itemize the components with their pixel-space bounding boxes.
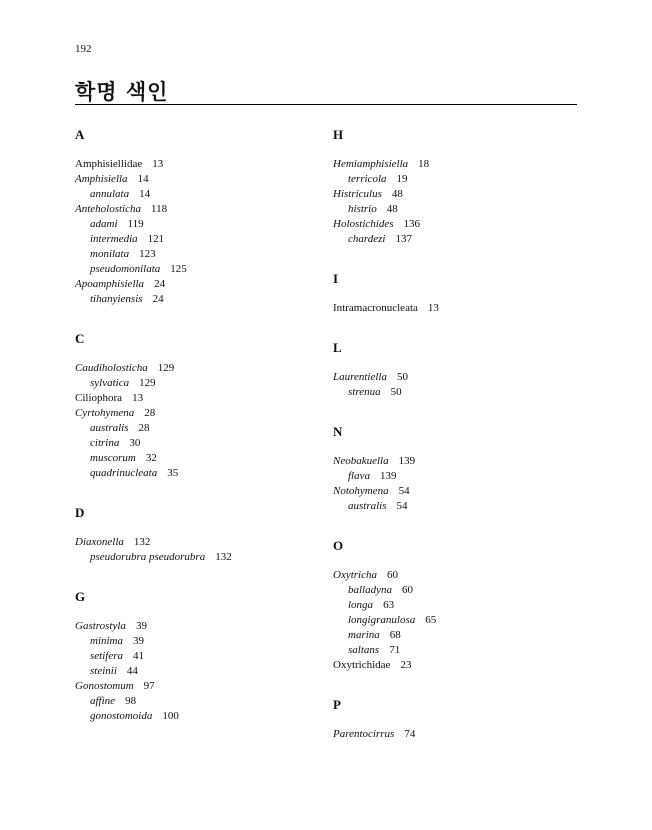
index-entry xyxy=(333,658,583,673)
entry-name: flava xyxy=(348,470,370,482)
entry-name: longa xyxy=(348,599,374,611)
entry-name: Ciliophora xyxy=(75,392,123,404)
index-subentry xyxy=(75,466,325,481)
entry-name: Holostichides xyxy=(333,218,394,230)
index-section-p xyxy=(333,697,583,742)
entry-page-number: 74 xyxy=(404,728,416,740)
entry-page-number: 60 xyxy=(386,569,398,581)
entry-page-number: 13 xyxy=(152,158,164,170)
entry-name: Parentocirrus xyxy=(333,728,395,740)
entry-page-number: 23 xyxy=(400,659,412,671)
index-subentry xyxy=(333,643,583,658)
entry-name: marina xyxy=(348,629,380,641)
entry-name: muscorum xyxy=(90,452,136,464)
entry-page-number: 121 xyxy=(147,233,165,245)
entry-page-number: 14 xyxy=(139,188,151,200)
section-letter: L xyxy=(333,340,342,355)
index-subentry xyxy=(333,172,583,187)
section-letter: I xyxy=(333,271,339,286)
page-number: 192 xyxy=(75,43,92,55)
entry-page-number: 97 xyxy=(143,680,155,692)
entry-name: pseudorubra pseudorubra xyxy=(90,551,206,563)
entry-name: australis xyxy=(348,500,387,512)
index-entry xyxy=(333,187,583,202)
entry-page-number: 32 xyxy=(145,452,157,464)
entry-page-number: 48 xyxy=(386,203,398,215)
entry-name: longigranulosa xyxy=(348,614,416,626)
section-letter: G xyxy=(75,589,86,604)
index-section-g xyxy=(75,589,325,724)
index-subentry xyxy=(75,262,325,277)
index-entry xyxy=(333,157,583,172)
section-letter: D xyxy=(75,505,85,520)
entry-name: strenua xyxy=(348,386,381,398)
entry-page-number: 54 xyxy=(398,485,410,497)
entry-name: Notohymena xyxy=(333,485,389,497)
entry-page-number: 136 xyxy=(403,218,420,230)
index-subentry xyxy=(333,628,583,643)
index-subentry xyxy=(75,232,325,247)
entry-name: Laurentiella xyxy=(333,371,387,383)
entry-name: histrio xyxy=(348,203,377,215)
entry-page-number: 129 xyxy=(157,362,175,374)
entry-name: Caudiholosticha xyxy=(75,362,148,374)
entry-name: chardezi xyxy=(348,233,386,245)
entry-page-number: 63 xyxy=(383,599,395,611)
index-entry xyxy=(75,202,325,217)
index-entry xyxy=(75,535,325,550)
index-subentry xyxy=(75,247,325,262)
entry-page-number: 28 xyxy=(138,422,150,434)
index-subentry xyxy=(333,583,583,598)
entry-name: Amphisiella xyxy=(75,173,128,185)
index-subentry xyxy=(75,436,325,451)
index-subentry xyxy=(75,187,325,202)
index-entry xyxy=(333,301,583,316)
index-subentry xyxy=(75,376,325,391)
entry-name: pseudomonilata xyxy=(90,263,161,275)
entry-name: Apoamphisiella xyxy=(75,278,145,290)
index-column-left xyxy=(75,127,325,724)
entry-name: balladyna xyxy=(348,584,392,596)
index-subentry xyxy=(75,649,325,664)
index-section-d xyxy=(75,505,325,565)
entry-page-number: 13 xyxy=(132,392,144,404)
index-entry xyxy=(333,454,583,469)
entry-name: terricola xyxy=(348,173,387,185)
index-subentry xyxy=(75,709,325,724)
entry-page-number: 50 xyxy=(396,371,408,383)
entry-page-number: 119 xyxy=(127,218,144,230)
entry-page-number: 71 xyxy=(389,644,401,656)
index-subentry xyxy=(75,217,325,232)
entry-name: citrina xyxy=(90,437,120,449)
entry-page-number: 19 xyxy=(396,173,408,185)
index-entry xyxy=(333,217,583,232)
section-letter: O xyxy=(333,538,344,553)
entry-page-number: 13 xyxy=(427,302,439,314)
section-letter: H xyxy=(333,127,344,142)
entry-name: tihanyiensis xyxy=(90,293,143,305)
entry-name: saltans xyxy=(348,644,380,656)
entry-page-number: 50 xyxy=(390,386,402,398)
page-title: 학명 색인 xyxy=(75,80,169,104)
entry-page-number: 28 xyxy=(144,407,156,419)
entry-name: australis xyxy=(90,422,129,434)
entry-name: Hemiamphisiella xyxy=(333,158,409,170)
entry-name: affine xyxy=(90,695,116,707)
index-entry xyxy=(333,727,583,742)
entry-page-number: 139 xyxy=(380,470,397,482)
index-subentry xyxy=(333,232,583,247)
entry-name: intermedia xyxy=(90,233,138,245)
entry-page-number: 118 xyxy=(151,203,168,215)
entry-page-number: 132 xyxy=(133,536,151,548)
entry-name: Diaxonella xyxy=(75,536,124,548)
entry-name: Cyrtohymena xyxy=(75,407,135,419)
index-entry xyxy=(75,391,325,406)
title-divider xyxy=(75,104,577,105)
entry-name: Intramacronucleata xyxy=(333,302,418,314)
entry-name: Gonostomum xyxy=(75,680,134,692)
index-section-o xyxy=(333,538,583,673)
entry-page-number: 18 xyxy=(418,158,430,170)
section-letter: A xyxy=(75,127,85,142)
index-section-n xyxy=(333,424,583,514)
index-subentry xyxy=(75,550,325,565)
entry-page-number: 68 xyxy=(389,629,401,641)
entry-name: Amphisiellidae xyxy=(75,158,143,170)
entry-page-number: 24 xyxy=(152,293,164,305)
index-subentry xyxy=(333,385,583,400)
entry-page-number: 132 xyxy=(215,551,232,563)
entry-page-number: 39 xyxy=(133,635,144,647)
entry-page-number: 123 xyxy=(139,248,156,260)
index-section-a xyxy=(75,127,325,307)
index-entry xyxy=(333,568,583,583)
entry-page-number: 137 xyxy=(395,233,412,245)
entry-name: Gastrostyla xyxy=(75,620,126,632)
index-subentry xyxy=(75,451,325,466)
index-entry xyxy=(75,679,325,694)
entry-page-number: 100 xyxy=(162,710,179,722)
index-subentry xyxy=(333,613,583,628)
entry-name: sylvatica xyxy=(90,377,130,389)
section-letter: N xyxy=(333,424,343,439)
entry-page-number: 41 xyxy=(133,650,144,662)
entry-name: Oxytrichidae xyxy=(333,659,391,671)
section-letter: C xyxy=(75,331,85,346)
entry-name: minima xyxy=(90,635,123,647)
entry-name: setifera xyxy=(90,650,123,662)
index-section-i xyxy=(333,271,583,316)
index-entry xyxy=(75,361,325,376)
entry-name: quadrinucleata xyxy=(90,467,158,479)
entry-page-number: 44 xyxy=(126,665,138,677)
index-subentry xyxy=(75,664,325,679)
index-subentry xyxy=(75,694,325,709)
entry-name: gonostomoida xyxy=(90,710,153,722)
entry-page-number: 139 xyxy=(398,455,416,467)
index-entry xyxy=(75,406,325,421)
index-section-l xyxy=(333,340,583,400)
entry-page-number: 65 xyxy=(425,614,437,626)
index-entry xyxy=(75,172,325,187)
index-entry xyxy=(75,619,325,634)
entry-page-number: 125 xyxy=(170,263,187,275)
index-section-c xyxy=(75,331,325,481)
index-subentry xyxy=(75,421,325,436)
entry-name: Histriculus xyxy=(333,188,382,200)
index-subentry xyxy=(333,499,583,514)
entry-page-number: 54 xyxy=(396,500,408,512)
index-subentry xyxy=(75,292,325,307)
index-subentry xyxy=(333,202,583,217)
entry-page-number: 60 xyxy=(402,584,413,596)
entry-page-number: 30 xyxy=(129,437,141,449)
entry-page-number: 35 xyxy=(167,467,179,479)
entry-name: Neobakuella xyxy=(333,455,389,467)
index-section-h xyxy=(333,127,583,247)
entry-name: Oxytricha xyxy=(333,569,377,581)
entry-page-number: 39 xyxy=(135,620,147,632)
index-column-right xyxy=(333,127,583,742)
entry-name: adami xyxy=(90,218,118,230)
index-subentry xyxy=(75,634,325,649)
index-entry xyxy=(75,157,325,172)
index-entry xyxy=(75,277,325,292)
index-entry xyxy=(333,484,583,499)
entry-page-number: 48 xyxy=(391,188,403,200)
entry-name: steinii xyxy=(90,665,117,677)
entry-name: annulata xyxy=(90,188,130,200)
index-subentry xyxy=(333,598,583,613)
entry-name: monilata xyxy=(90,248,130,260)
index-subentry xyxy=(333,469,583,484)
entry-page-number: 24 xyxy=(154,278,166,290)
index-entry xyxy=(333,370,583,385)
entry-page-number: 14 xyxy=(137,173,149,185)
entry-name: Anteholosticha xyxy=(75,203,141,215)
section-letter: P xyxy=(333,697,341,712)
entry-page-number: 129 xyxy=(139,377,156,389)
entry-page-number: 98 xyxy=(125,695,137,707)
